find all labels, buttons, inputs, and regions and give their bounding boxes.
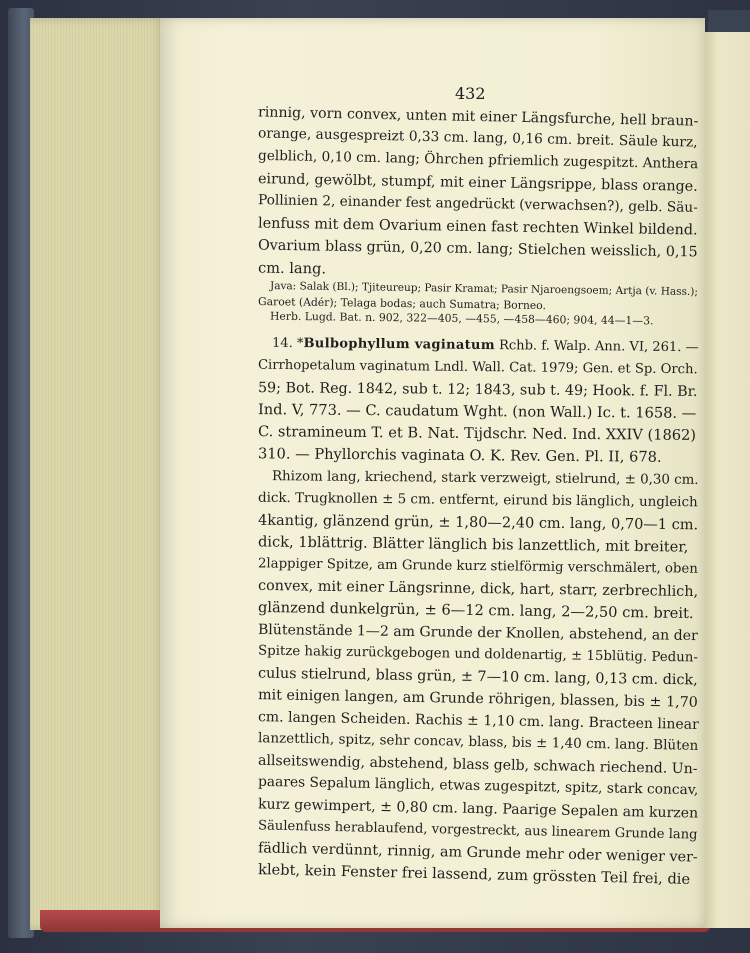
text-line: gelblich, 0,10 cm. lang; Öhrchen pfriemlich zugespitzt. Anthera (257, 147, 699, 173)
page-block-edge (30, 18, 166, 930)
description-line: paares Sepalum länglich, etwas zugespitzt, spitz, stark concav, (257, 773, 699, 799)
synonym-line: 59; Bot. Reg. 1842, sub t. 12; 1843, sub t. 49; Hook. f. Fl. Br. (257, 380, 698, 400)
description-line: convex, mit einer Längsrinne, dick, hart, starr, zerbrechlich, (257, 577, 699, 601)
text-line: lenfuss mit dem Ovarium einen fast rechten Winkel bildend. (257, 215, 698, 239)
facing-page (703, 32, 750, 928)
description-line: Blütenstände 1—2 am Grunde der Knollen, abstehend, an der (257, 621, 698, 645)
description-line: glänzend dunkelgrün, ± 6—12 cm. lang, 2—2,50 cm. breit. (257, 598, 694, 623)
description-line: 2lappiger Spitze, am Grunde kurz stielförmig verschmälert, oben (257, 556, 698, 577)
description-line: dick. Trugknollen ± 5 cm. entfernt, eirund bis länglich, ungleich (257, 490, 698, 511)
synonym-line: Cirrhopetalum vaginatum Lndl. Wall. Cat. 1979; Gen. et Sp. Orch. (257, 357, 698, 378)
description-line: allseitswendig, abstehend, blass gelb, schwach riechend. Un- (257, 752, 698, 778)
text-line: rinnig, vorn convex, unten mit einer Längsfurche, hell braun- (257, 104, 699, 130)
species-name: Bulbophyllum vaginatum (303, 336, 495, 354)
description-line: Säulenfuss herablaufend, vorgestreckt, aus linearem Grunde lang (257, 818, 698, 843)
description-line: dick, 1blättrig. Blätter länglich bis lanzettlich, mit breiter, (257, 533, 689, 556)
synonym-line: Ind. V, 773. — C. caudatum Wght. (non Wall.) Ic. t. 1658. — (257, 401, 697, 422)
description-line: kurz gewimpert, ± 0,80 cm. lang. Paarige Sepalen am kurzen (257, 796, 699, 822)
description-line: fädlich verdünnt, rinnig, am Grunde mehr oder weniger ver- (257, 840, 698, 866)
description-line: Spitze hakig zurückgebogen und doldenartig, ± 15blütig. Pedun- (257, 643, 699, 666)
description-line: klebt, kein Fenster frei lassend, zum grössten Teil frei, die (257, 861, 691, 888)
page-number: 432 (455, 84, 486, 103)
description-line: 4kantig, glänzend grün, ± 1,80—2,40 cm. lang, 0,70—1 cm. (257, 512, 699, 534)
description-line: lanzettlich, spitz, sehr concav, blass, bis ± 1,40 cm. lang. Blüten (257, 730, 699, 754)
text-line: Pollinien 2, einander fest angedrückt (verwachsen?), gelb. Säu- (257, 192, 698, 216)
herbarium-line: Herb. Lugd. Bat. n. 902, 322—405, —455, —458—460; 904, 44—1—3. (269, 309, 654, 328)
description-line: cm. langen Scheiden. Rachis ± 1,10 cm. lang. Bracteen linear (257, 709, 699, 733)
synonym-line: C. stramineum T. et B. Nat. Tijdschr. Ned. Ind. XXIV (1862) (257, 423, 697, 444)
text-line: Ovarium blass grün, 0,20 cm. lang; Stielchen weisslich, 0,15 (257, 237, 698, 261)
locality-line: Java: Salak (Bl.); Tjiteureup; Pasir Kramat; Pasir Njaroengsoem; Artja (v. Hass.); (269, 280, 699, 298)
description-line: Rhizom lang, kriechend, stark verzweigt, stielrund, ± 0,30 cm. (271, 469, 699, 488)
synonym-line: 310. — Phyllorchis vaginata O. K. Rev. Gen. Pl. II, 678. (257, 445, 662, 466)
species-number: 14. * (271, 335, 304, 352)
book-cover-right (708, 10, 750, 34)
locality-line: Garoet (Adér); Telaga bodas; auch Sumatra; Borneo. (257, 294, 547, 313)
text-line: eirund, gewölbt, stumpf, mit einer Längsrippe, blass orange. (257, 171, 698, 195)
description-line: mit einigen langen, am Grunde röhrigen, blassen, bis ± 1,70 (257, 687, 698, 711)
description-line: culus stielrund, blass grün, ± 7—10 cm. lang, 0,13 cm. dick, (257, 665, 698, 689)
text-line: orange, ausgespreizt 0,33 cm. lang, 0,16 cm. breit. Säule kurz, (257, 125, 698, 151)
species-author: Rchb. f. Walp. Ann. VI, 261. — (494, 338, 699, 356)
text-line: cm. lang. (257, 259, 327, 278)
